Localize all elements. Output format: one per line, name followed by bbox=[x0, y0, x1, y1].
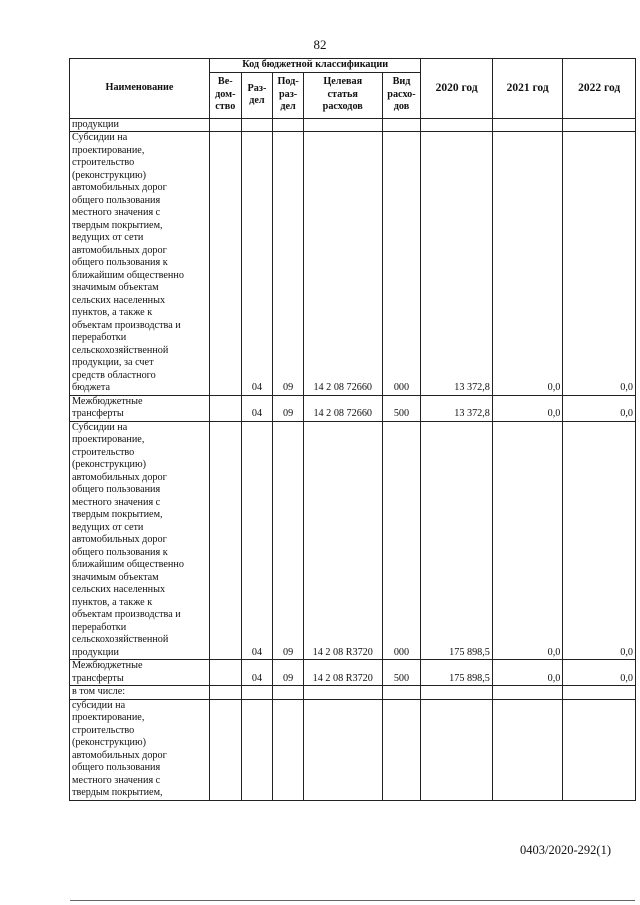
row-name: Межбюджетные трансферты bbox=[70, 395, 210, 421]
header-name: Наименование bbox=[70, 59, 210, 119]
row-target: 14 2 08 R3720 bbox=[303, 660, 382, 686]
scan-edge-line bbox=[70, 900, 635, 901]
row-target bbox=[303, 118, 382, 132]
row-podrazdel: 09 bbox=[273, 660, 304, 686]
row-2022 bbox=[563, 118, 636, 132]
row-target: 14 2 08 R3720 bbox=[303, 421, 382, 660]
row-2021: 0,0 bbox=[492, 660, 562, 686]
row-2021: 0,0 bbox=[492, 395, 562, 421]
row-vid: 000 bbox=[382, 421, 421, 660]
table-row bbox=[70, 118, 636, 132]
row-razdel: 04 bbox=[241, 660, 273, 686]
row-name: субсидии на проектирование, строительство (реконструкцию) автомобильных дорог общего пользования местного значения с твердым покрытием, bbox=[70, 699, 210, 800]
row-2022: 0,0 bbox=[563, 132, 636, 396]
row-vid: 000 bbox=[382, 132, 421, 396]
table-row bbox=[70, 421, 636, 660]
row-name: в том числе: bbox=[70, 686, 210, 700]
row-podrazdel: 09 bbox=[273, 132, 304, 396]
row-ved bbox=[209, 699, 241, 800]
row-podrazdel: 09 bbox=[273, 421, 304, 660]
header-expense-type: Вид расхо- дов bbox=[382, 72, 421, 118]
row-2020: 13 372,8 bbox=[421, 132, 493, 396]
table-row bbox=[70, 686, 636, 700]
row-2020: 175 898,5 bbox=[421, 660, 493, 686]
document-code: 0403/2020-292(1) bbox=[520, 843, 611, 857]
row-2022 bbox=[563, 686, 636, 700]
row-ved bbox=[209, 421, 241, 660]
row-razdel: 04 bbox=[241, 421, 273, 660]
row-vid bbox=[382, 118, 421, 132]
row-vid: 500 bbox=[382, 395, 421, 421]
row-target: 14 2 08 72660 bbox=[303, 395, 382, 421]
header-year-2020: 2020 год bbox=[421, 59, 493, 119]
row-2020 bbox=[421, 118, 493, 132]
table-row bbox=[70, 699, 636, 800]
row-name: Субсидии на проектирование, строительство (реконструкцию) автомобильных дорог общего пользования местного значения с твердым покрытием, ведущих от сети автомобильных дорог общего пользования к ближайшим общественно значимым объектам сельских населенных пунктов, а также к объектам производства и переработки сельскохозяйственной продукции, за счет средств областного бюджета bbox=[70, 132, 210, 396]
header-year-2022: 2022 год bbox=[563, 59, 636, 119]
row-razdel bbox=[241, 118, 273, 132]
row-vid bbox=[382, 686, 421, 700]
row-2021: 0,0 bbox=[492, 132, 562, 396]
row-razdel bbox=[241, 686, 273, 700]
row-razdel bbox=[241, 699, 273, 800]
header-target-article: Целевая статья расходов bbox=[303, 72, 382, 118]
row-2021: 0,0 bbox=[492, 421, 562, 660]
row-podrazdel bbox=[273, 699, 304, 800]
row-ved bbox=[209, 660, 241, 686]
row-vid: 500 bbox=[382, 660, 421, 686]
row-2022 bbox=[563, 699, 636, 800]
row-ved bbox=[209, 132, 241, 396]
row-ved bbox=[209, 686, 241, 700]
row-name: Межбюджетные трансферты bbox=[70, 660, 210, 686]
row-vid bbox=[382, 699, 421, 800]
table-row bbox=[70, 395, 636, 421]
row-podrazdel bbox=[273, 118, 304, 132]
row-ved bbox=[209, 395, 241, 421]
header-year-2021: 2021 год bbox=[492, 59, 562, 119]
row-name: Субсидии на проектирование, строительство (реконструкцию) автомобильных дорог общего пользования местного значения с твердым покрытием, ведущих от сети автомобильных дорог общего пользования к ближайшим общественно значимым объектам сельских населенных пунктов, а также к объектам производства и переработки сельскохозяйственной продукции bbox=[70, 421, 210, 660]
row-target bbox=[303, 699, 382, 800]
row-target bbox=[303, 686, 382, 700]
row-2020 bbox=[421, 699, 493, 800]
row-podrazdel: 09 bbox=[273, 395, 304, 421]
row-2020 bbox=[421, 686, 493, 700]
row-ved bbox=[209, 118, 241, 132]
row-2021 bbox=[492, 699, 562, 800]
page-number: 82 bbox=[313, 37, 327, 52]
table-row bbox=[70, 132, 636, 396]
row-2022: 0,0 bbox=[563, 660, 636, 686]
row-2020: 13 372,8 bbox=[421, 395, 493, 421]
row-target: 14 2 08 72660 bbox=[303, 132, 382, 396]
header-podrazdel: Под- раз- дел bbox=[273, 72, 304, 118]
row-razdel: 04 bbox=[241, 395, 273, 421]
header-code-group: Код бюджетной классификации bbox=[209, 59, 420, 73]
row-2021 bbox=[492, 686, 562, 700]
row-razdel: 04 bbox=[241, 132, 273, 396]
row-podrazdel bbox=[273, 686, 304, 700]
header-razdel: Раз- дел bbox=[241, 72, 273, 118]
table-row bbox=[70, 660, 636, 686]
row-2020: 175 898,5 bbox=[421, 421, 493, 660]
budget-table bbox=[69, 58, 636, 801]
header-vedomstvo: Ве- дом- ство bbox=[209, 72, 241, 118]
row-2022: 0,0 bbox=[563, 421, 636, 660]
row-2021 bbox=[492, 118, 562, 132]
row-name: продукции bbox=[70, 118, 210, 132]
row-2022: 0,0 bbox=[563, 395, 636, 421]
